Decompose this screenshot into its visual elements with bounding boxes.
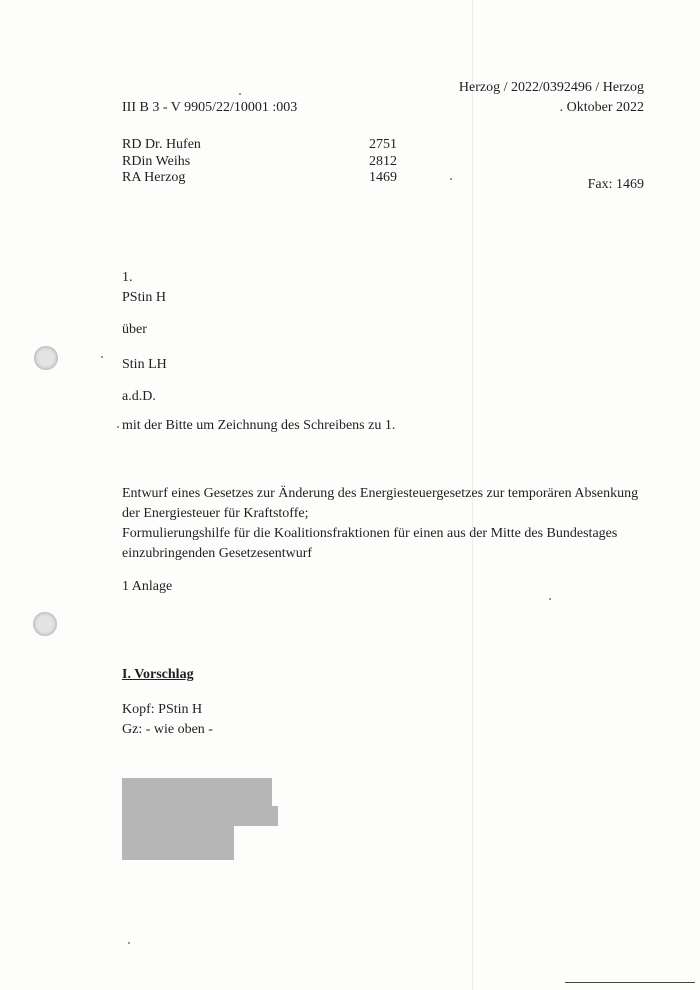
routing-recipient: PStin H: [122, 290, 166, 305]
contact-ext: 2751: [369, 137, 397, 152]
scan-speck: [128, 942, 130, 944]
punch-hole: [33, 612, 57, 636]
scan-speck: [450, 178, 452, 180]
scan-speck: [117, 426, 119, 428]
routing-via-label: über: [122, 322, 147, 337]
subject-line: einzubringenden Gesetzesentwurf: [122, 546, 313, 561]
contact-ext: 2812: [369, 154, 397, 169]
redaction-block: [122, 806, 278, 826]
contact-name: RD Dr. Hufen: [122, 137, 201, 152]
contact-name: RA Herzog: [122, 170, 186, 185]
contact-name: RDin Weihs: [122, 154, 191, 169]
subject-line: der Energiesteuer für Kraftstoffe;: [122, 506, 309, 521]
scan-speck: [239, 93, 241, 95]
scan-speck: [101, 356, 103, 358]
redaction-block: [122, 826, 234, 860]
routing-action: a.d.D.: [122, 389, 156, 404]
reference-number: Herzog / 2022/0392496 / Herzog: [458, 80, 644, 95]
subject-line: Formulierungshilfe für die Koalitionsfraktionen für einen aus der Mitte des Bundestages: [122, 526, 618, 541]
section-kopf: Kopf: PStin H: [122, 702, 203, 717]
redaction-block: [122, 778, 272, 806]
routing-request: mit der Bitte um Zeichnung des Schreibens zu 1.: [122, 418, 396, 433]
bottom-rule: [565, 982, 695, 983]
fax-number: Fax: 1469: [587, 177, 644, 192]
section-heading: I. Vorschlag: [122, 667, 194, 682]
scan-speck: [549, 598, 551, 600]
punch-hole: [34, 346, 58, 370]
attachment-note: 1 Anlage: [122, 579, 173, 594]
file-number: III B 3 - V 9905/22/10001 :003: [122, 100, 298, 115]
routing-via: Stin LH: [122, 357, 167, 372]
subject-line: Entwurf eines Gesetzes zur Änderung des Energiesteuergesetzes zur temporären Absenkung: [122, 486, 639, 501]
contact-ext: 1469: [369, 170, 397, 185]
routing-number: 1.: [122, 270, 133, 285]
section-gz: Gz: - wie oben -: [122, 722, 213, 737]
date-line: . Oktober 2022: [559, 100, 644, 115]
